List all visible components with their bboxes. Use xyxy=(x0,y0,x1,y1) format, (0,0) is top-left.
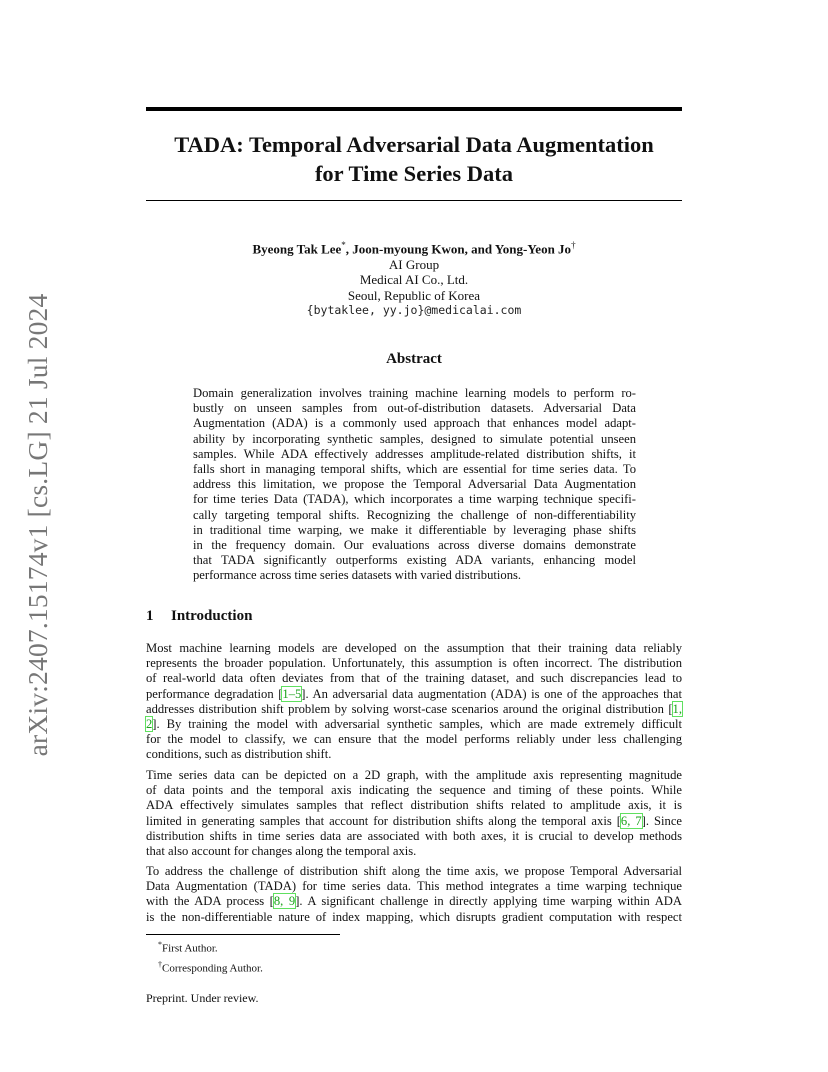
arxiv-identifier xyxy=(18,295,58,755)
author-block xyxy=(146,238,682,319)
abstract-line: Augmentation (ADA) is a commonly used approach that enhances model adapt- xyxy=(193,416,636,431)
citation-link[interactable]: 1–5 xyxy=(282,686,302,701)
footnote-first-author: *First Author. xyxy=(158,940,218,955)
text-line: of real-world data often deviates from that of the training dataset, and such discrepancies lead to xyxy=(146,671,682,686)
title-top-rule xyxy=(146,107,682,111)
text-line: performance degradation [1–5]. An adversarial data augmentation (ADA) is one of the approaches that xyxy=(146,686,682,701)
title-line-1: TADA: Temporal Adversarial Data Augmentation xyxy=(174,132,654,157)
footnote-corresponding: †Corresponding Author. xyxy=(158,959,263,975)
abstract-line: ability by incorporating synthetic samples, designed to simulate potential unseen xyxy=(193,431,636,446)
title-bottom-rule xyxy=(146,200,682,201)
author-names xyxy=(146,238,682,257)
arxiv-identifier-text: arXiv:2407.15174v1 [cs.LG] 21 Jul 2024 xyxy=(22,293,53,757)
author-group: AI Group xyxy=(388,256,440,272)
footnotes xyxy=(158,937,263,976)
paper-title xyxy=(146,130,682,188)
text-line: that also account for changes along the temporal axis. xyxy=(146,844,417,859)
abstract-line: cally targeting temporal shifts. Recognizing the challenge of non-differentiability xyxy=(193,507,636,522)
text-line: of data points and the temporal axis indicating the sequence and timing of these points. While xyxy=(146,783,682,798)
author-email: {bytaklee, yy.jo}@medicalai.com xyxy=(306,303,522,318)
abstract-line: samples. While ADA effectively addresses amplitude-related distribution shifts, it xyxy=(193,446,636,461)
text-line: conditions, such as distribution shift. xyxy=(146,747,332,762)
abstract-line: for time teries Data (TADA), which incorporates a time warping technique specifi- xyxy=(193,492,636,507)
section-number: 1 xyxy=(146,608,154,624)
citation-link[interactable]: 2 xyxy=(146,717,153,732)
abstract-line: bustly on unseen samples from out-of-distribution datasets. Adversarial Data xyxy=(193,401,636,416)
preprint-note: Preprint. Under review. xyxy=(146,991,259,1005)
abstract-line: that TADA significantly outperforms existing ADA variants, enhancing model xyxy=(193,553,636,568)
intro-paragraph-3 xyxy=(146,864,682,925)
text-line: ADA effectively simulates samples that reflect distribution shifts related to amplitude axis, it is xyxy=(146,798,682,813)
text-line: addresses distribution shift problem by solving worst-case scenarios around the original distribution [1, xyxy=(146,701,682,716)
text-line: distribution shifts in time series data are associated with both axes, it is crucial to develop methods xyxy=(146,828,682,843)
text-line: for the model to classify, we can ensure that the model performs reliably under less challenging xyxy=(146,732,682,747)
author-location: Seoul, Republic of Korea xyxy=(347,287,481,303)
intro-paragraph-2 xyxy=(146,768,682,859)
abstract-line: Domain generalization involves training machine learning models to perform ro- xyxy=(193,386,636,400)
text-line: is the non-differentiable nature of index mapping, which disrupts gradient computation with respect xyxy=(146,909,682,924)
section-heading xyxy=(146,608,252,625)
corresponding-mark: † xyxy=(571,240,576,250)
intro-paragraph-1 xyxy=(146,641,682,763)
text-line: limited in generating samples that account for distribution shifts along the temporal axis [6, 7]. Since xyxy=(146,813,682,828)
text-line: Most machine learning models are developed on the assumption that their training data reliably xyxy=(146,641,682,655)
abstract-line: performance across time series datasets with varied distributions. xyxy=(193,568,522,583)
abstract-body xyxy=(193,386,636,584)
text-line: represents the broader population. Unfortunately, this assumption is often incorrect. The distribution xyxy=(146,656,682,671)
footnote-rule xyxy=(146,934,340,935)
text-line: with the ADA process [8, 9]. A significant challenge in directly applying time warping within ADA xyxy=(146,894,682,909)
first-author-mark: * xyxy=(341,240,346,250)
author-company: Medical AI Co., Ltd. xyxy=(359,272,469,288)
first-author: Byeong Tak Lee xyxy=(252,241,342,257)
text-line: Data Augmentation (TADA) for time series data. This method integrates a time warping technique xyxy=(146,879,682,894)
citation-link[interactable]: 1, xyxy=(672,701,682,716)
abstract-line: in traditional time warping, we make it differentiable by leveraging phase shifts xyxy=(193,522,636,537)
text-line: Time series data can be depicted on a 2D graph, with the amplitude axis representing magnitude xyxy=(146,768,682,782)
abstract-line: in the frequency domain. Our evaluations across diverse domains demonstrate xyxy=(193,538,636,553)
text-line: 2]. By training the model with adversarial synthetic samples, which are made extremely difficult xyxy=(146,717,682,732)
title-line-2: for Time Series Data xyxy=(314,161,514,186)
section-title: Introduction xyxy=(171,608,253,624)
citation-link[interactable]: 8, 9 xyxy=(273,894,296,909)
other-authors: , Joon-myoung Kwon, and Yong-Yeon Jo xyxy=(345,241,572,257)
citation-link[interactable]: 6, 7 xyxy=(620,813,642,828)
abstract-heading: Abstract xyxy=(386,351,442,367)
text-line: To address the challenge of distribution shift along the time axis, we propose Temporal Adversarial xyxy=(146,864,682,878)
abstract-line: address this limitation, we propose the Temporal Adversarial Data Augmentation xyxy=(193,477,636,492)
abstract-line: falls short in managing temporal shifts, which are essential for time series data. To xyxy=(193,462,636,477)
